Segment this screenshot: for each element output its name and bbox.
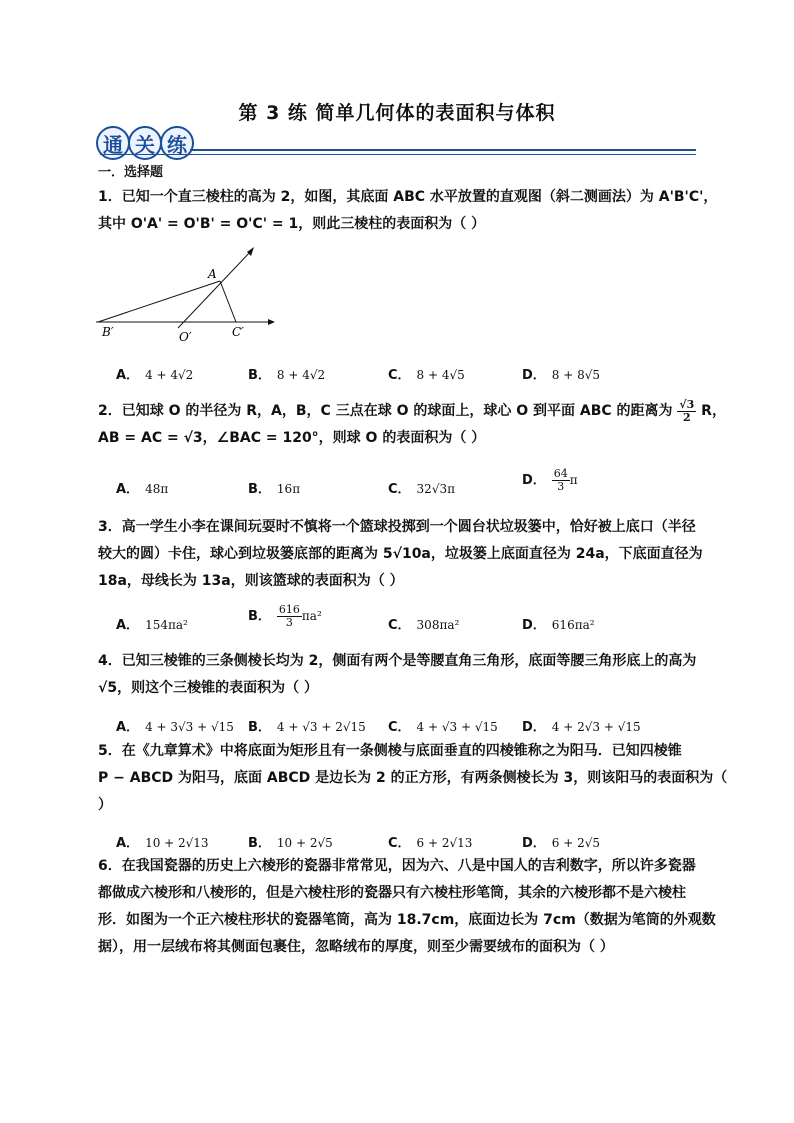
q1-option-c[interactable]: C． 8 + 4√5	[388, 368, 465, 383]
label-a: A	[208, 267, 217, 281]
question-6-line-2: 都做成六棱形和八棱形的，但是六棱柱形的瓷器只有六棱柱形笔筒，其余的六棱形都不是六棱柱	[98, 885, 686, 901]
question-1	[98, 184, 718, 238]
x-axis-arrow	[268, 319, 275, 325]
distance-fraction: $\frac{√3}{2}$	[679, 397, 695, 424]
q4-option-a[interactable]: A． 4 + 3√3 + √15	[116, 720, 234, 735]
segment-ba	[98, 281, 220, 322]
question-5	[98, 738, 728, 819]
question-4-line-1: 4．已知三棱锥的三条侧棱长均为 2，侧面有两个是等腰直角三角形，底面等腰三角形底上的高为	[98, 653, 697, 669]
oblique-axis-line	[178, 250, 252, 328]
q2-option-c[interactable]: C． 32√3π	[388, 482, 455, 497]
q1-option-b[interactable]: B． 8 + 4√2	[248, 368, 326, 383]
question-2-line-1b: R，	[701, 403, 726, 419]
header-rule-thick	[190, 149, 696, 151]
q5-option-a[interactable]: A． 10 + 2√13	[116, 836, 209, 851]
q5-option-c[interactable]: C． 6 + 2√13	[388, 836, 473, 851]
q1-option-a[interactable]: A． 4 + 4√2	[116, 368, 194, 383]
question-6-line-1: 6．在我国瓷器的历史上六棱形的瓷器非常常见，因为六、八是中国人的吉利数字，所以许多瓷器	[98, 858, 696, 874]
question-2-line-2: AB = AC = √3，∠BAC = 120°，则球 O 的表面积为（ ）	[98, 430, 486, 446]
question-5-line-1: 5．在《九章算术》中将底面为矩形且有一条侧棱与底面垂直的四棱锥称之为阳马．已知四棱锥	[98, 743, 682, 759]
question-3-line-1: 3．高一学生小李在课间玩耍时不慎将一个篮球投掷到一个圆台状垃圾篓中，恰好被上底口（半径	[98, 519, 696, 535]
question-4-line-2: √5，则这个三棱锥的表面积为（ ）	[98, 680, 318, 696]
logo-char-3: 练	[160, 126, 194, 160]
q2-option-a[interactable]: A． 48π	[116, 482, 169, 497]
question-1-figure	[96, 244, 286, 344]
question-4	[98, 648, 698, 702]
q3-option-c[interactable]: C． 308πa²	[388, 618, 460, 633]
question-5-line-2: P − ABCD 为阳马，底面 ABCD 是边长为 2 的正方形，有两条侧棱长为 3，则该阳马的表面积为（	[98, 770, 728, 786]
section-heading: 一．选择题	[98, 165, 164, 180]
q5-option-d[interactable]: D． 6 + 2√5	[522, 836, 601, 851]
q2-option-b[interactable]: B． 16π	[248, 482, 301, 497]
q4-option-b[interactable]: B． 4 + √3 + 2√15	[248, 720, 366, 735]
logo-char-2: 关	[128, 126, 162, 160]
question-6	[98, 853, 716, 961]
q3-option-a[interactable]: A． 154πa²	[116, 618, 188, 633]
label-o-prime: O′	[179, 330, 192, 344]
q4-option-c[interactable]: C． 4 + √3 + √15	[388, 720, 498, 735]
label-c-prime: C′	[232, 325, 244, 339]
question-6-line-4: 据），用一层绒布将其侧面包裹住，忽略绒布的厚度，则至少需要绒布的面积为（ ）	[98, 939, 614, 955]
question-6-line-3: 形．如图为一个正六棱柱形状的瓷器笔筒，高为 18.7cm，底面边长为 7cm（数据为笔筒的外观数	[98, 912, 716, 928]
segment-ac	[220, 281, 236, 322]
question-3	[98, 514, 703, 595]
question-1-line-2: 其中 O'A' = O'B' = O'C' = 1，则此三棱柱的表面积为（ ）	[98, 216, 486, 232]
q5-option-b[interactable]: B． 10 + 2√5	[248, 836, 333, 851]
question-5-line-3: ）	[98, 797, 112, 813]
q3-option-d[interactable]: D． 616πa²	[522, 618, 595, 633]
question-2-line-1a: 2．已知球 O 的半径为 R，A，B，C 三点在球 O 的球面上，球心 O 到平面 ABC 的距离为	[98, 403, 673, 419]
q2-option-d[interactable]: D． $\frac{64}{3}$ π	[522, 467, 578, 493]
question-3-line-2: 较大的圆）卡住，球心到垃圾篓底部的距离为 5√10a，垃圾篓上底面直径为 24a，下底面直径为	[98, 546, 703, 562]
q4-option-d[interactable]: D． 4 + 2√3 + √15	[522, 720, 641, 735]
logo-char-1: 通	[96, 126, 130, 160]
label-b-prime: B′	[102, 325, 114, 339]
question-1-line-1: 1．已知一个直三棱柱的高为 2，如图，其底面 ABC 水平放置的直观图（斜二测画法）为 A'B'C'，	[98, 189, 718, 205]
header-rule-thin	[100, 154, 696, 155]
question-3-line-3: 18a，母线长为 13a，则该篮球的表面积为（ ）	[98, 573, 404, 589]
q1-option-d[interactable]: D． 8 + 8√5	[522, 368, 601, 383]
page-title: 第 3 练 简单几何体的表面积与体积	[238, 102, 556, 124]
question-2	[98, 397, 726, 452]
q3-option-b[interactable]: B． $\frac{616}{3}$ πa²	[248, 603, 322, 629]
